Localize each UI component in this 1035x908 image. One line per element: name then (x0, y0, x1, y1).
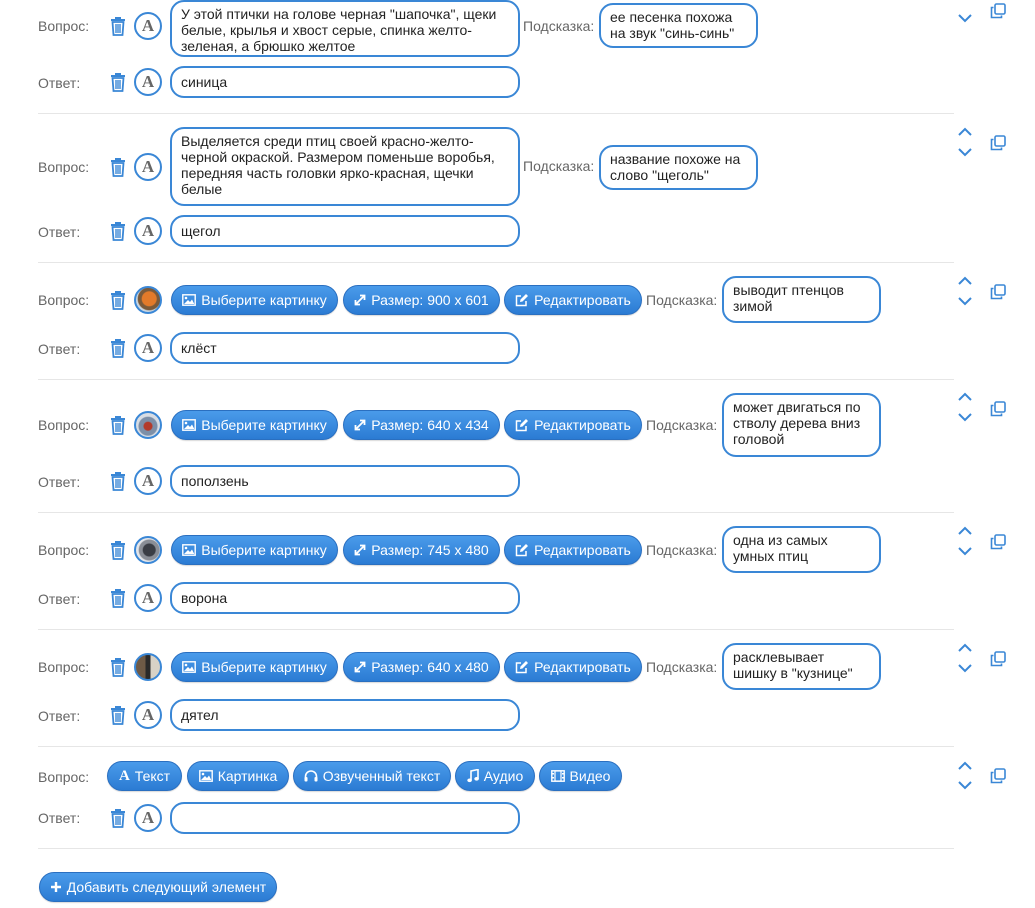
film-icon (551, 770, 565, 782)
edit-image-button[interactable] (504, 535, 642, 565)
hint-label: Подсказка: (646, 417, 718, 433)
row-divider (38, 512, 954, 513)
trash-icon[interactable] (109, 290, 127, 310)
text-type-icon[interactable]: A (134, 153, 162, 181)
trash-icon[interactable] (109, 540, 127, 560)
image-size-button[interactable] (343, 285, 500, 315)
resize-icon (354, 419, 366, 431)
choose-image-button[interactable] (171, 535, 338, 565)
image-size-label: Размер: 640 x 480 (371, 659, 489, 675)
bird-thumbnail[interactable] (134, 536, 162, 564)
choose-image-label: Выберите картинку (201, 542, 327, 558)
answer-label: Ответ: (38, 591, 81, 607)
choose-image-label: Выберите картинку (201, 417, 327, 433)
image-icon (182, 419, 196, 431)
chevron-down-icon[interactable] (957, 546, 973, 556)
chevron-down-icon[interactable] (957, 663, 973, 673)
text-type-icon[interactable]: A (134, 68, 162, 96)
row-divider (38, 379, 954, 380)
answer-text-field[interactable] (170, 215, 520, 247)
chevron-down-icon[interactable] (957, 780, 973, 790)
edit-image-label: Редактировать (534, 292, 631, 308)
chevron-up-icon[interactable] (957, 526, 973, 536)
image-icon (182, 661, 196, 673)
trash-icon[interactable] (109, 471, 127, 491)
edit-image-label: Редактировать (534, 417, 631, 433)
answer-text-field[interactable] (170, 66, 520, 98)
question-text-field[interactable] (170, 0, 520, 57)
copy-icon[interactable] (990, 768, 1006, 784)
answer-text: щегол (181, 223, 221, 239)
edit-icon (515, 418, 529, 432)
choose-image-button[interactable] (171, 285, 338, 315)
copy-icon[interactable] (990, 135, 1006, 151)
question-label: Вопрос: (38, 417, 90, 433)
copy-icon[interactable] (990, 3, 1006, 19)
answer-text: дятел (181, 707, 219, 723)
trash-icon[interactable] (109, 415, 127, 435)
edit-icon (515, 543, 529, 557)
music-icon (467, 769, 479, 783)
hint-text-field[interactable] (599, 3, 758, 48)
type-video-button[interactable] (539, 761, 622, 791)
hint-text: название похоже на слово "щеголь" (610, 151, 741, 183)
row-divider (38, 262, 954, 263)
type-voiced-text-button[interactable] (293, 761, 451, 791)
type-audio-button[interactable] (455, 761, 535, 791)
chevron-up-icon[interactable] (957, 392, 973, 402)
hint-label: Подсказка: (523, 18, 595, 34)
image-size-label: Размер: 900 x 601 (371, 292, 489, 308)
row-divider (38, 629, 954, 630)
image-size-label: Размер: 640 x 434 (371, 417, 489, 433)
answer-text: поползень (181, 473, 249, 489)
hint-text-field[interactable] (722, 393, 881, 457)
hint-label: Подсказка: (646, 542, 718, 558)
bird-thumbnail[interactable] (134, 286, 162, 314)
question-text-field[interactable] (170, 127, 520, 206)
answer-text: клёст (181, 340, 217, 356)
answer-text: ворона (181, 590, 228, 606)
trash-icon[interactable] (109, 705, 127, 725)
type-text-label: Текст (134, 768, 171, 784)
edit-image-button[interactable] (504, 652, 642, 682)
question-text: Выделяется среди птиц своей красно-желто-черной окраской. Размером поменьше воробья, передняя часть головки ярко-красная, щечки белые (181, 133, 495, 197)
hint-text-field[interactable] (599, 145, 758, 190)
resize-icon (354, 661, 366, 673)
question-label: Вопрос: (38, 542, 90, 558)
trash-icon[interactable] (109, 808, 127, 828)
answer-text: синица (181, 74, 228, 90)
hint-label: Подсказка: (646, 659, 718, 675)
hint-text: может двигаться по стволу дерева вниз головой (733, 399, 861, 447)
trash-icon[interactable] (109, 72, 127, 92)
image-size-label: Размер: 745 x 480 (371, 542, 489, 558)
edit-image-button[interactable] (504, 410, 642, 440)
question-label: Вопрос: (38, 292, 90, 308)
hint-text-field[interactable] (722, 643, 881, 690)
chevron-up-icon[interactable] (957, 761, 973, 771)
trash-icon[interactable] (109, 657, 127, 677)
answer-text-field[interactable] (170, 582, 520, 614)
answer-label: Ответ: (38, 224, 81, 240)
choose-image-button[interactable] (171, 652, 338, 682)
question-label: Вопрос: (38, 659, 90, 675)
bird-thumbnail[interactable] (134, 653, 162, 681)
chevron-down-icon[interactable] (957, 147, 973, 157)
chevron-down-icon[interactable] (957, 13, 973, 23)
answer-label: Ответ: (38, 75, 81, 91)
text-type-icon[interactable]: A (134, 334, 162, 362)
copy-icon[interactable] (990, 651, 1006, 667)
edit-icon (515, 660, 529, 674)
answer-label: Ответ: (38, 708, 81, 724)
trash-icon[interactable] (109, 588, 127, 608)
answer-label: Ответ: (38, 341, 81, 357)
image-icon (182, 544, 196, 556)
answer-label: Ответ: (38, 474, 81, 490)
hint-text: расклевывает шишку в "кузнице" (733, 649, 853, 681)
text-type-icon[interactable]: A (134, 467, 162, 495)
text-type-icon[interactable]: A (134, 804, 162, 832)
image-size-button[interactable] (343, 410, 500, 440)
copy-icon[interactable] (990, 284, 1006, 300)
hint-text-field[interactable] (722, 526, 881, 573)
trash-icon[interactable] (109, 16, 127, 36)
chevron-up-icon[interactable] (957, 643, 973, 653)
answer-label: Ответ: (38, 810, 81, 826)
text-type-icon[interactable]: A (134, 701, 162, 729)
hint-text: ее песенка похожа на звук "синь-синь" (610, 9, 735, 41)
plus-icon (50, 881, 62, 893)
hint-label: Подсказка: (523, 158, 595, 174)
text-type-icon[interactable]: A (134, 584, 162, 612)
edit-image-label: Редактировать (534, 542, 631, 558)
hint-text: выводит птенцов зимой (733, 282, 844, 314)
image-icon (182, 294, 196, 306)
chevron-down-icon[interactable] (957, 412, 973, 422)
hint-text-field[interactable] (722, 276, 881, 323)
copy-icon[interactable] (990, 534, 1006, 550)
question-label: Вопрос: (38, 769, 90, 785)
type-voiced-text-label: Озвученный текст (322, 768, 441, 784)
trash-icon[interactable] (109, 338, 127, 358)
answer-text-field[interactable] (170, 699, 520, 731)
trash-icon[interactable] (109, 221, 127, 241)
edit-image-button[interactable] (504, 285, 642, 315)
question-label: Вопрос: (38, 159, 90, 175)
chevron-down-icon[interactable] (957, 296, 973, 306)
text-type-icon[interactable]: A (134, 12, 162, 40)
resize-icon (354, 294, 366, 306)
edit-icon (515, 293, 529, 307)
text-type-icon: A (118, 767, 130, 784)
answer-text-field[interactable] (170, 332, 520, 364)
type-text-button[interactable] (107, 761, 182, 791)
image-size-button[interactable] (343, 652, 500, 682)
resize-icon (354, 544, 366, 556)
bird-thumbnail[interactable] (134, 411, 162, 439)
text-type-icon[interactable]: A (134, 217, 162, 245)
question-label: Вопрос: (38, 18, 90, 34)
row-divider (38, 848, 954, 849)
headphones-icon (304, 770, 318, 782)
choose-image-button[interactable] (171, 410, 338, 440)
answer-text-field[interactable] (170, 802, 520, 834)
hint-label: Подсказка: (646, 292, 718, 308)
chevron-up-icon[interactable] (957, 276, 973, 286)
choose-image-label: Выберите картинку (201, 292, 327, 308)
type-image-button[interactable] (187, 761, 289, 791)
hint-text: одна из самых умных птиц (733, 532, 828, 564)
row-divider (38, 746, 954, 747)
add-next-element-button[interactable] (39, 872, 277, 902)
type-audio-label: Аудио (483, 768, 524, 784)
question-text: У этой птички на голове черная "шапочка", щеки белые, крылья и хвост серые, спинка желто-зеленая, а брюшко желтое (181, 6, 497, 54)
type-image-label: Картинка (217, 768, 278, 784)
choose-image-label: Выберите картинку (201, 659, 327, 675)
trash-icon[interactable] (109, 157, 127, 177)
type-video-label: Видео (569, 768, 611, 784)
chevron-up-icon[interactable] (957, 127, 973, 137)
edit-image-label: Редактировать (534, 659, 631, 675)
answer-text-field[interactable] (170, 465, 520, 497)
row-divider (38, 113, 954, 114)
image-size-button[interactable] (343, 535, 500, 565)
copy-icon[interactable] (990, 401, 1006, 417)
image-icon (199, 770, 213, 782)
add-next-element-label: Добавить следующий элемент (66, 879, 267, 895)
